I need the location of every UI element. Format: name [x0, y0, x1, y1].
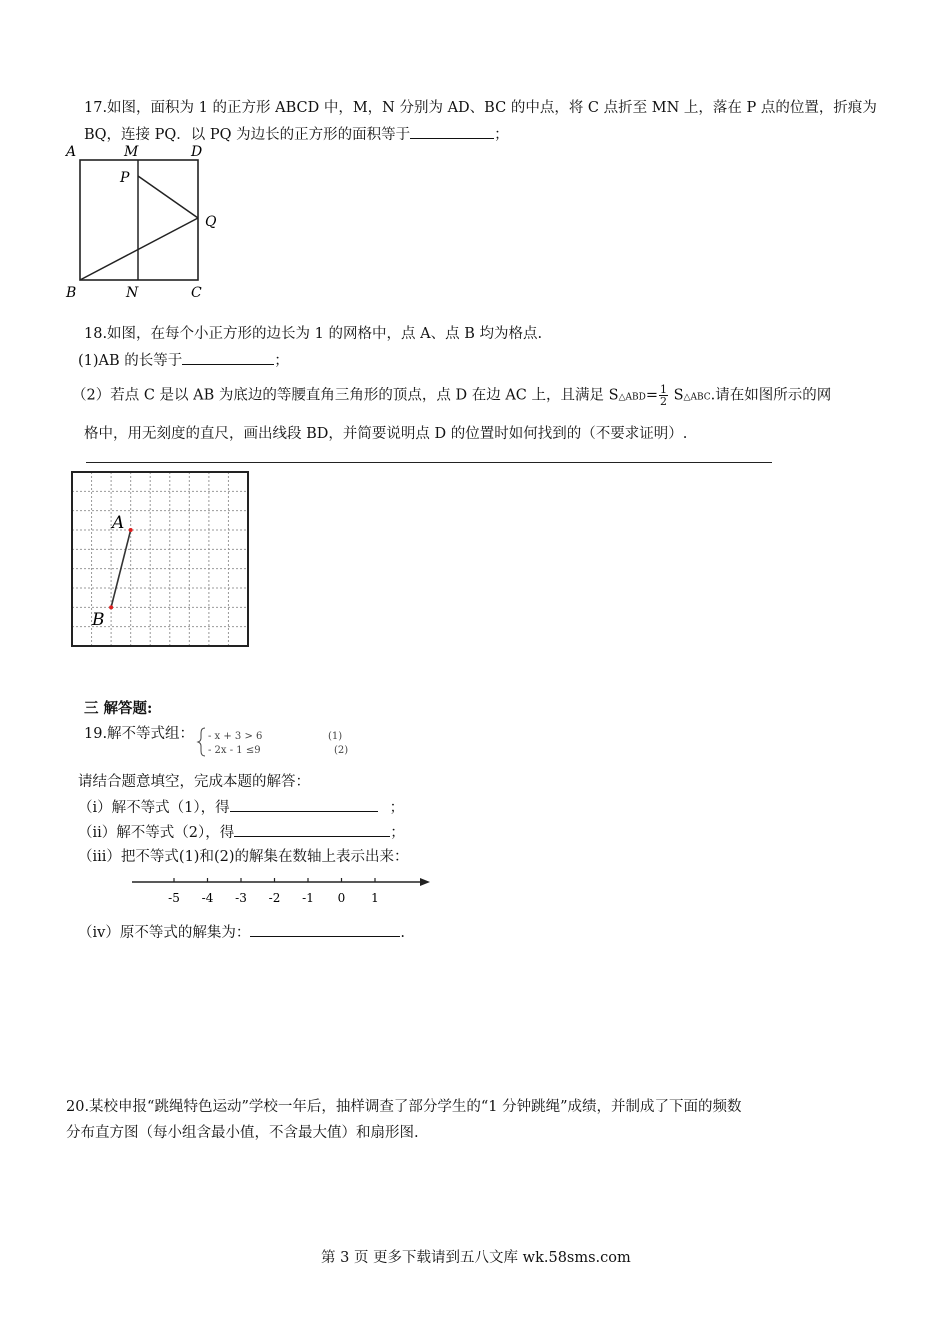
q17-square-figure	[60, 140, 230, 305]
q20-line1: 20.某校申报“跳绳特色运动”学校一年后，抽样调查了部分学生的“1 分钟跳绳”成绩，并制成了下面的频数	[66, 1099, 742, 1115]
q17-line1: 17.如图，面积为 1 的正方形 ABCD 中，M，N 分别为 AD、BC 的中点，将 C 点折至 MN 上，落在 P 点的位置，折痕为	[84, 100, 877, 116]
q18-sub-abd: △ABD	[618, 392, 646, 403]
label-q: Q	[205, 214, 217, 230]
q19-step2-end: ；	[390, 825, 405, 841]
q19-prompt: 请结合题意填空，完成本题的解答：	[78, 774, 310, 790]
number-line-arrow	[420, 878, 430, 886]
q18-part1-text: (1)AB 的长等于	[78, 353, 183, 369]
q18-part2-text-a: （2）若点 C 是以 AB 为底边的等腰直角三角形的顶点，点 D 在边 AC 上，且满足 S	[72, 387, 619, 404]
q19-intro: 19.解不等式组：	[84, 726, 195, 742]
inequality-2-tag: (2)	[334, 745, 349, 756]
number-line-tick-label: 1	[371, 891, 379, 905]
q18-part2-line1	[72, 384, 831, 408]
q19-step1-end: ；	[389, 800, 405, 816]
inequality-2: - 2x - 1 ≤9	[208, 745, 261, 756]
q18-part1	[78, 350, 289, 371]
q18-line1: 18.如图，在每个小正方形的边长为 1 的网格中，点 A、点 B 均为格点.	[84, 326, 543, 342]
q17-answer-blank	[410, 124, 494, 139]
q18-part2-line2: 格中，用无刻度的直尺，画出线段 BD，并简要说明点 D 的位置时如何找到的（不要求证明）.	[84, 426, 688, 442]
label-a: A	[66, 144, 77, 160]
q18-part2-text-b: S	[668, 387, 684, 404]
q20-line2: 分布直方图（每小组含最小值，不含最大值）和扇形图.	[66, 1125, 419, 1141]
q19-step2	[78, 822, 405, 843]
q17-line2-text: BQ，连接 PQ．以 PQ 为边长的正方形的面积等于	[84, 127, 411, 143]
segment-pq	[138, 176, 198, 218]
q19-step4-end: .	[400, 925, 405, 941]
q19-step1-text: （i）解不等式（1），得	[78, 800, 230, 816]
q19-step1-blank	[230, 797, 378, 812]
page-footer: 第 3 页 更多下载请到五八文库 wk.58sms.com	[321, 1250, 631, 1266]
q17-line2-end: ；	[494, 127, 509, 143]
q18-frac-den: 2	[659, 395, 667, 408]
label-n: N	[126, 285, 139, 301]
q18-part1-end: ；	[274, 353, 289, 369]
q18-sub-abc: △ABC	[683, 392, 711, 403]
section-3-heading: 三 解答题:	[84, 700, 153, 717]
segment-bq	[80, 218, 198, 280]
q19-step2-blank	[234, 822, 390, 837]
q18-answer-line	[86, 462, 772, 463]
q19-step4-text: （iv）原不等式的解集为：	[78, 925, 251, 941]
system-brace	[198, 728, 205, 756]
number-line-tick-label: 0	[337, 891, 346, 905]
inequality-1: - x + 3 > 6	[208, 731, 263, 742]
number-line-tick-label: -1	[302, 891, 314, 905]
point-b	[109, 605, 113, 609]
number-line-tick-label: -4	[201, 891, 214, 905]
segment-ab	[111, 530, 131, 607]
label-p: P	[120, 170, 130, 186]
q19-step2-text: （ii）解不等式（2），得	[78, 825, 235, 841]
number-line-tick-label: -3	[235, 891, 247, 905]
label-c: C	[191, 285, 202, 301]
q18-fraction	[659, 384, 668, 407]
label-m: M	[124, 144, 139, 160]
q18-frac-num: 1	[659, 383, 667, 396]
q19-step4	[78, 922, 405, 943]
q18-part2-text-c: .请在如图所示的网	[710, 387, 832, 404]
label-d: D	[191, 144, 203, 160]
q18-part1-blank	[182, 350, 274, 365]
grid-label-a: A	[112, 513, 125, 533]
q18-equals: =	[645, 387, 658, 404]
q19-step3: （iii）把不等式(1)和(2)的解集在数轴上表示出来：	[78, 849, 409, 865]
q19-step1	[78, 797, 404, 818]
number-line	[128, 870, 438, 910]
q19-inequality-system	[196, 726, 366, 758]
point-a	[129, 528, 133, 532]
number-line-tick-label: -5	[168, 891, 180, 905]
grid-label-b: B	[92, 610, 105, 630]
inequality-1-tag: (1)	[328, 731, 343, 742]
number-line-tick-label: -2	[268, 891, 281, 905]
q19-step4-blank	[250, 922, 400, 937]
q18-grid-figure	[70, 470, 252, 650]
label-b: B	[66, 285, 77, 301]
